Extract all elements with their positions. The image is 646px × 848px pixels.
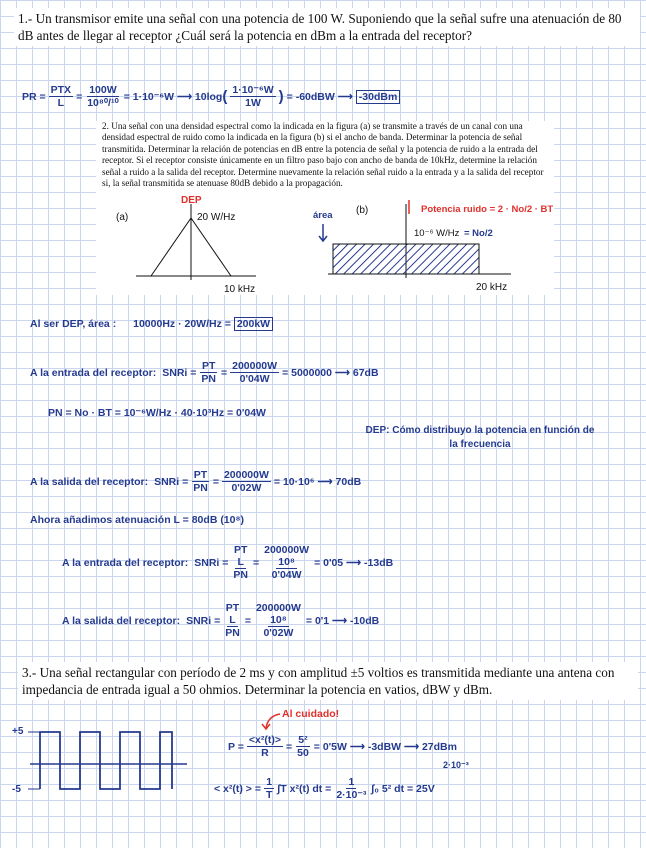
dep-note: DEP [181, 195, 202, 206]
snr-out2-fraction [254, 602, 303, 639]
attenuation-factor: 10⁸⁰/¹⁰ [87, 97, 119, 109]
fig-b-level-label: 10⁻⁶ W/Hz [414, 228, 460, 239]
avg-frac2-num: 1 [348, 776, 355, 788]
fig-b-label: (b) [356, 205, 369, 216]
l-label-out2: L [229, 614, 236, 626]
average-line [214, 776, 435, 801]
snr-output-line: A la salida del receptor: SNRi = $\frac{PT}{PN}$ = $\frac{200000W}{0'02W}$ = 10·10⁶ ⟶ 70dB [30, 469, 362, 494]
snr-out2-den: 0'02W [263, 627, 294, 639]
ptl-over-pn-out [223, 602, 242, 639]
power-100w: 100W [89, 84, 117, 96]
snr-out-fraction [222, 469, 271, 494]
snr-in-result: = 5000000 ⟶ 67dB [282, 366, 379, 379]
snr-out2-result: = 0'1 ⟶ -10dB [305, 614, 380, 627]
snr-out-den: 0'02W [231, 482, 262, 494]
avg-frac-num: 1 [266, 776, 273, 788]
p-den: R [261, 747, 269, 759]
p-fraction [247, 734, 283, 759]
avg-frac-den: T [265, 789, 273, 801]
pr-symbol: PR = [22, 90, 46, 103]
snr-out2-mid: 10⁸ [270, 614, 287, 626]
area-label: Al ser DEP, área : [30, 318, 117, 330]
q1-answer-box: -30dBm [356, 90, 401, 104]
snr-in2-mid: 10⁸ [278, 556, 295, 568]
fig-b-noise-rect [333, 244, 479, 274]
snr-in2-num: 200000W [264, 544, 310, 556]
log-den: 1W [245, 97, 261, 109]
p-num: <x²(t)> [248, 734, 281, 746]
snr-in-den: 0'04W [239, 373, 270, 385]
snr-out-symbol: SNRi = [154, 475, 189, 488]
fig-b-freq-label: 20 kHz [476, 282, 508, 293]
snr-in2-result: = 0'05 ⟶ -13dB [314, 556, 394, 569]
area-result-box: 200kW [234, 317, 273, 331]
dep-definition: DEP: Cómo distribuyo la potencia en función de la frecuencia [365, 425, 595, 450]
p2-den: 50 [297, 747, 309, 759]
question-2-text: 2. Una señal con una densidad espectral como la indicada en la figura (a) se transmite a través de un canal con una densidad espectral de ruido como la indicada en la figura (b) si el ancho de banda. Determinar la potencia de señal transmitida. Determinar la relación de potencias en dB entre la potencia de señal y la potencia de ruido a la entrada del receptor. Si el receptor consiste únicamente en un filtro paso bajo con ancho de banda de 10kHz, determine la relación señal a ruido a la salida del receptor. Determine nuevamente la relación señal ruido a la entrada y a la salida del receptor si, la señal transmitida se atenuase 80dB debido a la propagación. [102, 121, 544, 189]
snr-input-line: A la entrada del receptor: SNRi = $\frac{PT}{PN}$ = $\frac{200000W}{0'04W}$ = 5000000 ⟶ 67dB [30, 360, 379, 385]
l-label: L [57, 97, 65, 109]
pn-label-in2: PN [233, 569, 248, 581]
snr-out2-symbol: SNRi = [186, 614, 221, 627]
q1-eq1: = 1·10⁻⁶W ⟶ 10log [123, 90, 223, 103]
snr-out2-num: 200000W [255, 602, 301, 614]
avg-frac [264, 776, 274, 801]
ptx-over-l [49, 84, 73, 109]
power-line [228, 734, 457, 759]
snr-in2-den: 0'04W [271, 569, 302, 581]
avg-integral: ∫T x²(t) dt = [277, 782, 332, 795]
square-wave [40, 732, 172, 789]
q1-solution-line: PR = $\frac{\text{PTX}}{L}$ = $\frac{100W}{\text{10⁸⁰/¹⁰}}$ = 1·10⁻⁶W ⟶ 10log ( $\frac{\text{1·10⁻⁶W}}{1W}$ ) = -60dBW ⟶ -30dBm [22, 84, 400, 109]
ptx-label: PTX [50, 84, 72, 96]
upper-limit: 2·10⁻³ [443, 760, 469, 770]
area-note: área [313, 210, 333, 221]
avg-frac2-den: 2·10⁻³ [336, 789, 367, 801]
square-wave-sketch [12, 722, 192, 822]
pt-label-out: PT [193, 469, 208, 481]
fig-a-freq-label: 10 kHz [224, 284, 256, 295]
plus5-label: +5 [12, 726, 24, 737]
snr-in-symbol: SNRi = [162, 366, 197, 379]
careful-arrow [260, 710, 284, 732]
p-result: = 0'5W ⟶ -3dBW ⟶ 27dBm [313, 740, 457, 753]
pt-label-out2: PT [225, 602, 240, 614]
question-1-text: 1.- Un transmisor emite una señal con una potencia de 100 W. Suponiendo que la señal sufre una atenuación de 80 dB antes de llegar al receptor ¿Cuál será la potencia en dBm a la entrada del receptor? [14, 8, 640, 46]
l-label-in2: L [237, 556, 244, 568]
fig-a-label: (a) [116, 212, 129, 223]
log-num: 1·10⁻⁶W [232, 84, 274, 96]
area-calc: 10000Hz · 20W/Hz = [133, 318, 231, 330]
snr-input-attenuated-line: A la entrada del receptor: SNRi = PT L PN = 200000W 10⁸ 0'04W = 0'05 ⟶ -13dB [62, 544, 394, 581]
log-fraction [230, 84, 275, 109]
attenuation-line: Ahora añadimos atenuación L = 80dB (10⁸) [30, 514, 244, 526]
snr-in-fraction [230, 360, 279, 385]
snr-out2-label: A la salida del receptor: [62, 614, 181, 627]
snr-in2-fraction [262, 544, 311, 581]
snr-output-attenuated-line: A la salida del receptor: SNRi = PT L PN = 200000W 10⁸ 0'02W = 0'1 ⟶ -10dB [62, 602, 380, 639]
careful-note: Al cuidado! [282, 708, 340, 720]
p-symbol: P = [228, 740, 244, 753]
ptl-over-pn [231, 544, 250, 581]
minus5-label: -5 [12, 784, 21, 795]
fig-a-peak-label: 20 W/Hz [197, 212, 236, 223]
p2-fraction [295, 734, 311, 759]
no2-note: = No/2 [464, 228, 493, 239]
pn-label-out: PN [193, 482, 208, 494]
pt-over-pn-out [191, 469, 210, 494]
snr-out-num: 200000W [223, 469, 269, 481]
question-3-text: 3.- Una señal rectangular con período de 2 ms y con amplitud ±5 voltios es transmitida mediante una antena con impedancia de entrada igual a 50 ohmios. Determinar la potencia en vatios, dBW y dBm. [18, 662, 638, 700]
snr-in-num: 200000W [232, 360, 278, 372]
area-line [30, 318, 273, 330]
snr-in-label: A la entrada del receptor: [30, 366, 157, 379]
spectral-figures [96, 190, 554, 296]
pt-label-in2: PT [233, 544, 248, 556]
avg-integral2: ∫₀ 5² dt = 25V [371, 782, 435, 795]
snr-out-result: = 10·10⁶ ⟶ 70dB [273, 475, 362, 488]
pn-label-out2: PN [225, 627, 240, 639]
power-fraction [85, 84, 120, 109]
avg-symbol: < x²(t) > = [214, 782, 261, 795]
snr-in2-symbol: SNRi = [194, 556, 229, 569]
p-eq2: = [285, 740, 293, 753]
pn-label: PN [201, 373, 216, 385]
avg-frac2 [334, 776, 368, 801]
noise-power-note: Potencia ruido = 2 · No/2 · BT [421, 204, 554, 215]
pt-over-pn [199, 360, 218, 385]
q1-eq2: = -60dBW ⟶ [286, 90, 353, 103]
noise-power-line: PN = No · BT = 10⁻⁶W/Hz · 40·10³Hz = 0'04W [48, 407, 266, 419]
pt-label: PT [201, 360, 216, 372]
p2-num: 5² [298, 734, 308, 746]
snr-out-label: A la salida del receptor: [30, 475, 149, 488]
snr-in2-label: A la entrada del receptor: [62, 556, 189, 569]
